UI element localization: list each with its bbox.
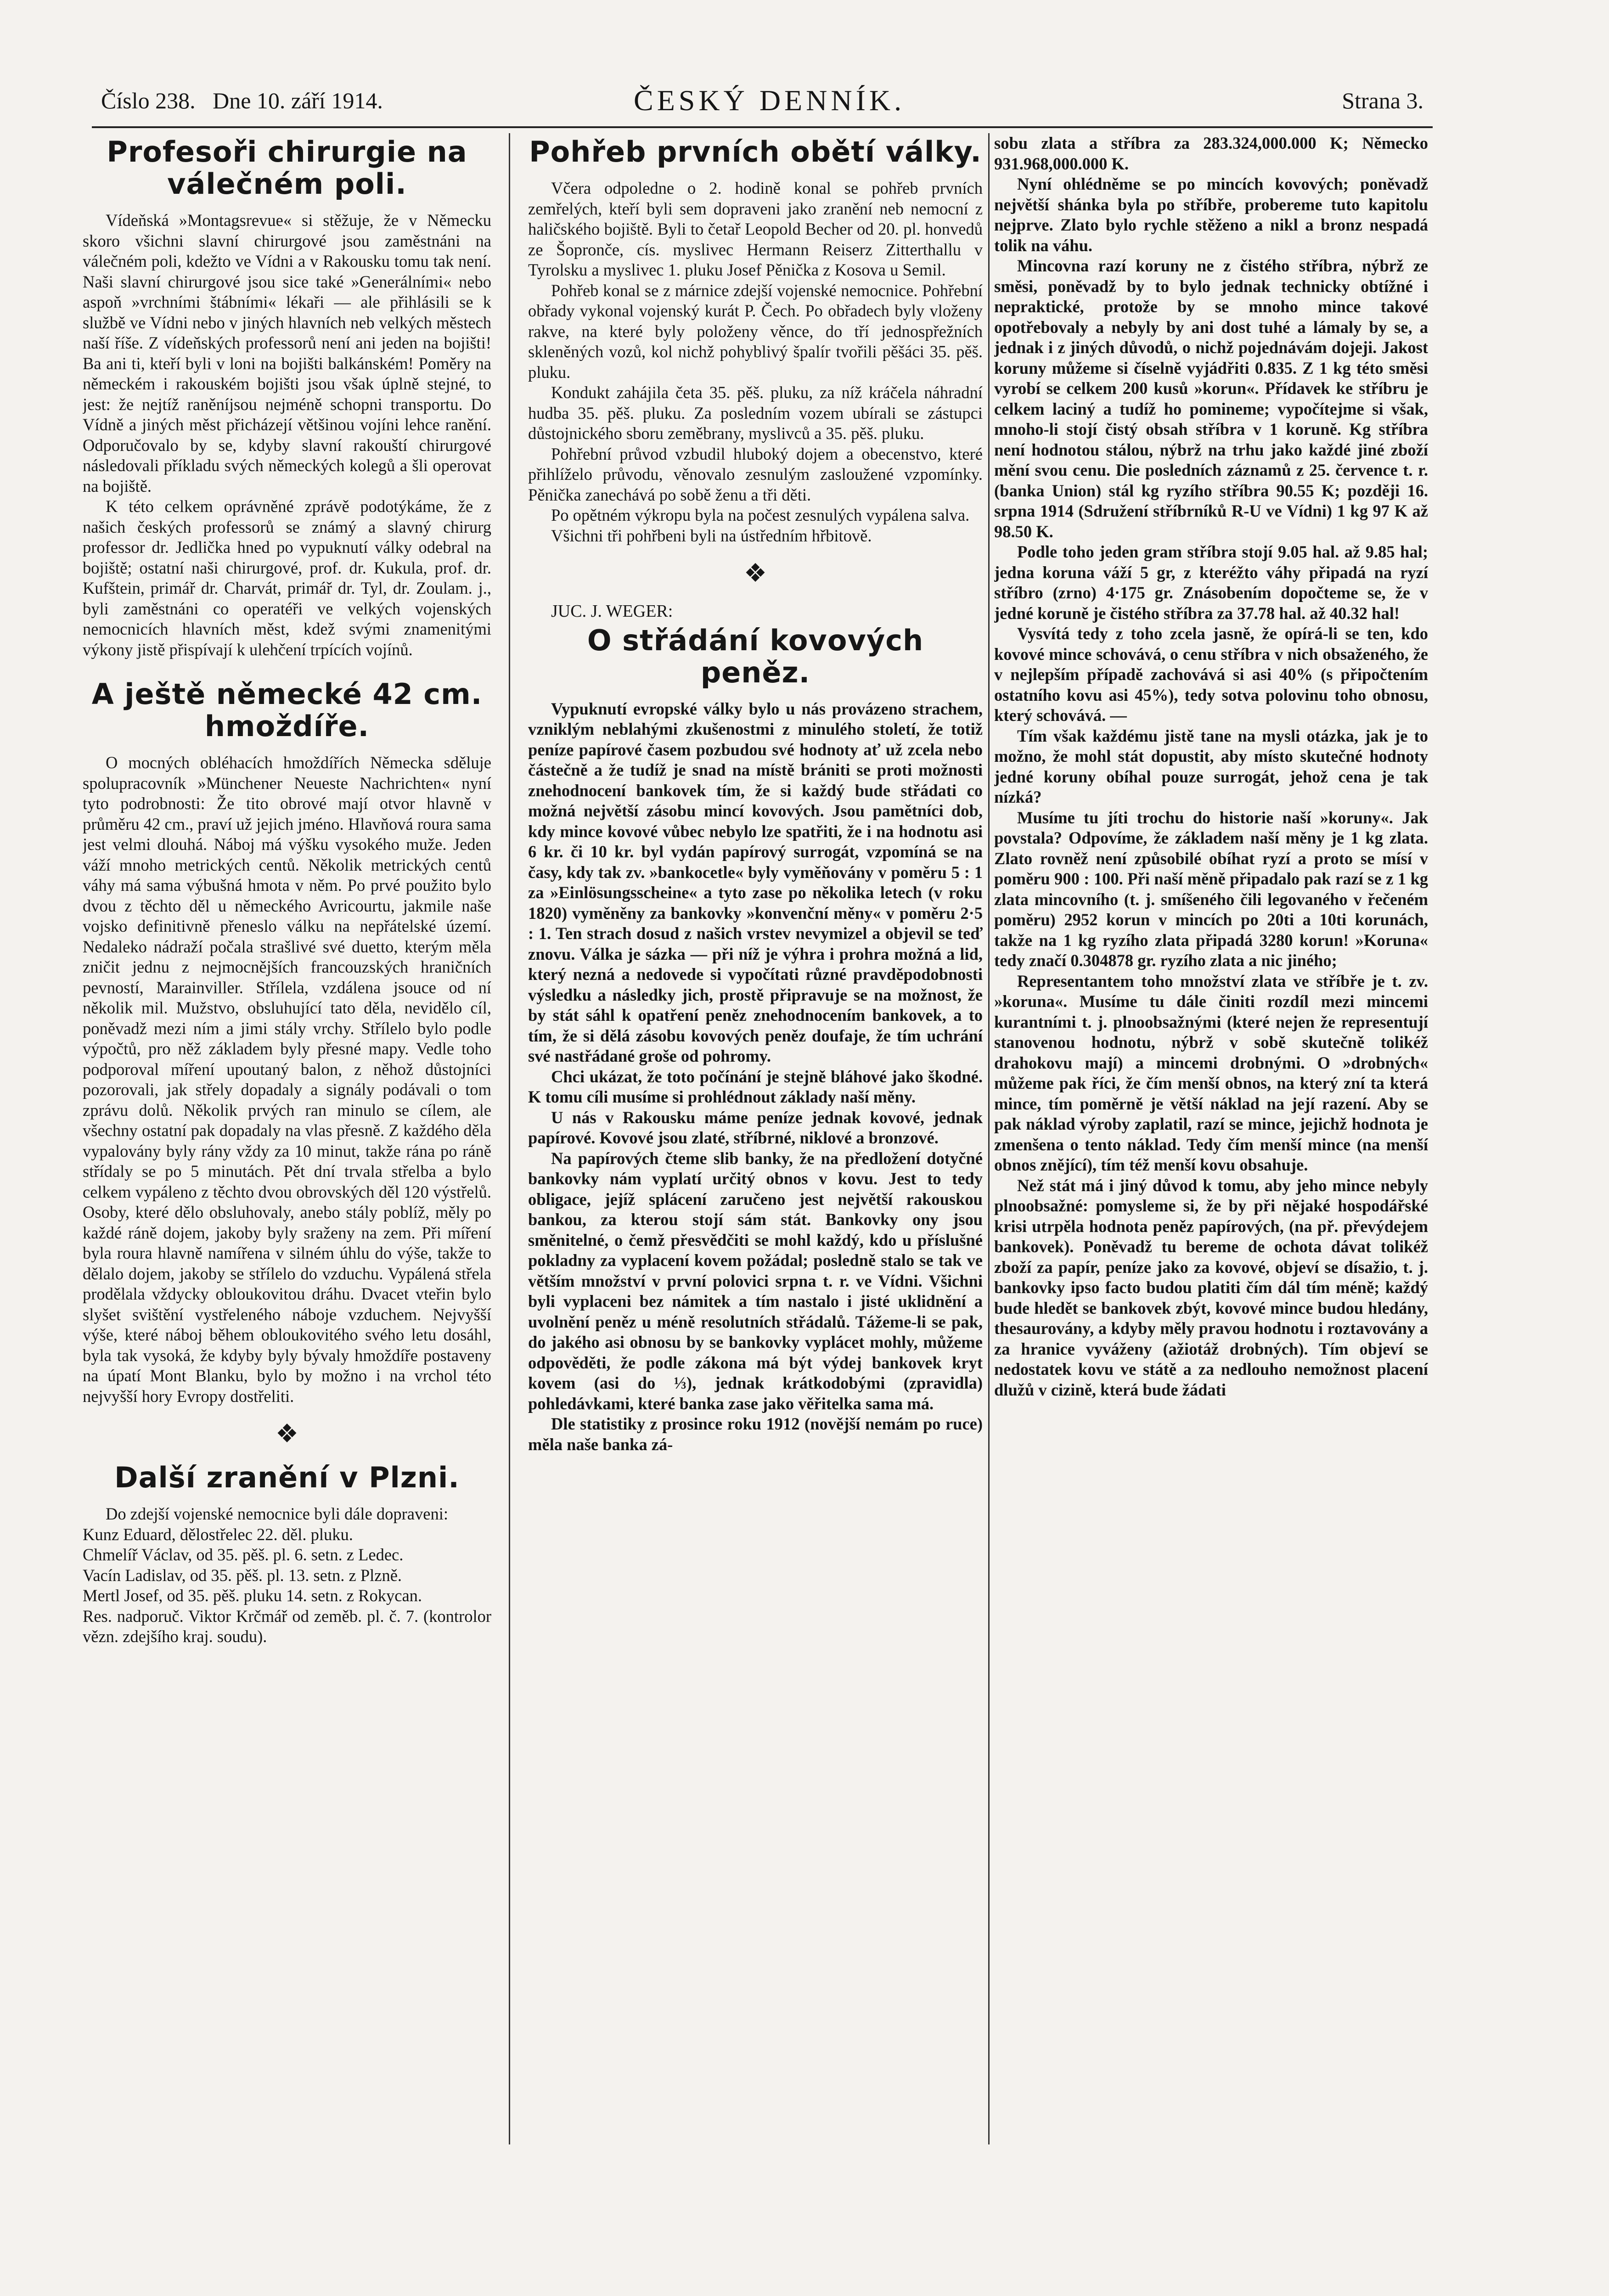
article-title: Další zranění v Plzni. xyxy=(114,1461,460,1494)
page-number: Strana 3. xyxy=(1342,88,1423,113)
article-paragraph: Vídeňská »Montagsrevue« si stěžuje, že v Německu skoro všichni slavní chirurgové jsou zaměstnáni na válečném poli, kdežto ve Vídni a v Rakousku tomu tak není. Naši slavní chirurgové jsou sice také »Generálními« nebo aspoň »vrchními štábními« lékaři — ale přihlásili se k službě ve Vídni nebo v jiných hlavních neb velkých městech naší říše. Z vídeňských professorů není ani jeden na bojišti! Ba ani ti, kteří byli v loni na bojišti balkánském! Poměry na německém i rakouském bojišti jsou však úplně stejné, to jest: že nejtíž raněníjsou nejméně schopni transportu. Do Vídně a jiných měst přicházejí většinou vojíni lehce ranění. Odporučovalo by se, kdyby slavní rakouští chirurgové následovali příkladu svých německých kolegů a šli operovat na bojiště. xyxy=(83,211,491,495)
article-paragraph: Dle statistiky z prosince roku 1912 (novější nemám po ruce) měla naše banka zá- xyxy=(528,1414,983,1454)
article-paragraph: K této celkem oprávněné zprávě podotýkáme, že z našich českých professorů se známý a slavný chirurg professor dr. Jedlička hned po vypuknutí války odebral na bojiště; ostatní naši chirurgové, prof. dr. Kukula, prof. dr. Kufštein, primář dr. Charvát, primář dr. Tyl, dr. Zoulam. j., byli zaměstnáni co operatéři ve velkých vojenských nemocnicích hlavních měst, kdež svými znamenitými výkony jistě přispívají k ulehčení trpících vojínů. xyxy=(83,497,491,659)
article-paragraph: Vysvítá tedy z toho zcela jasně, že opírá-li se ten, kdo kovové mince schovává, o cenu stříbra v nich obsaženého, že v nejlepším případě zachovává si asi 40% (s připočtením ostatního kovu asi 45%), tedy sotva polovinu toho obnosu, který schovává. — xyxy=(994,624,1428,725)
article-paragraph: Nyní ohlédněme se po mincích kovových; poněvadž největší shánka byla po stříbře, probereme tuto kapitolu nejprve. Zlato bylo rychle stěženo a nikl a bronz nespadá tolik na váhu. xyxy=(994,174,1428,255)
list-item: Chmelíř Václav, od 35. pěš. pl. 6. setn. z Ledec. xyxy=(83,1545,404,1564)
article-title: Profesoři chirurgie na válečném poli. xyxy=(107,135,467,201)
author-byline: JUC. J. WEGER: xyxy=(551,602,673,621)
column-1 xyxy=(83,133,491,2163)
newspaper-title: ČESKÝ DENNÍK. xyxy=(634,84,906,117)
page-header xyxy=(101,83,1423,124)
article-title: A ještě německé 42 cm. hmoždíře. xyxy=(91,677,483,743)
column-divider xyxy=(988,133,990,2144)
article-paragraph: Podle toho jeden gram stříbra stojí 9.05 hal. až 9.85 hal; jedna koruna váží 5 gr, z kteréžto váhy připadá na ryzí stříbro (zrno) 4·175 gr. Znásobením dopočteme se, že v jedné koruně je čistého stříbra za 37.78 hal. až 40.32 hal! xyxy=(994,542,1428,623)
article-paragraph: Chci ukázat, že toto počínání je stejně bláhové jako škodné. K tomu cíli musíme si prohlédnout základy naší měny. xyxy=(528,1067,983,1106)
article-paragraph: Mincovna razí koruny ne z čistého stříbra, nýbrž ze směsi, poněvadž by to bylo jednak technicky obtížné i nepraktické, protože by se mnoho mince takové opotřebovaly a nebyly by ani dost tuhé a lámaly by se, a jednak i z jiných důvodů, o nichž pojednávám dojeji. Jakost koruny můžeme si číselně vyjádřiti 0.835. Z 1 kg této směsi vyrobí se celkem 200 kusů »korun«. Přídavek ke stříbru je celkem laciný a tudíž ho pomineme; vypočítejme si však, mnoho-li stojí čistý obsah stříbra v 1 koruně. Kg stříbra není hodnotou stálou, nýbrž na trhu jako každé jiné zboží mění svou cenu. Die posledních záznamů z 25. července t. r. (banka Union) stál kg ryzího stříbra 90.55 K; později 16. srpna 1914 (Sdružení stříbrníků R-U ve Vídni) 1 kg 97 K až 98.50 K. xyxy=(994,256,1428,541)
article-paragraph: O mocných obléhacích hmoždířích Německa sděluje spolupracovník »Münchener Neueste Nachrichten« nyní tyto podrobnosti: Že tito obrové mají otvor hlavně v průměru 42 cm., praví už jejich jméno. Hlavňová roura sama jest velmi dlouhá. Náboj má výšku vysokého muže. Jeden váží mnoho metrických centů. Několik metrických centů váhy má sama výbušná hmota v něm. Po prvé použito bylo dvou z těchto děl u německého Avricourtu, jakmile naše vojsko definitivně přeneslo válku na nepřátelské území. Nedaleko nádraží počala strašlivé své duetto, kterým měla zničit jednu z nejmocnějších francouzských hraničních pevností, Marainviller. Střílela, vzdálena jsouce od ní několik mil. Mužstvo, obsluhující tato děla, nevidělo cíl, poněvadž mezi ním a jimi stály vrchy. Střílelo bylo podle výpočtů, pro něž základem byly přesné mapy. Vedle toho podporoval míření upoutaný balon, z něhož důstojníci pozorovali, jak střely dopadaly a signály podávali o tom zprávu dolů. Několik prvých ran minulo se cílem, ale všechny ostatní pak dopadaly na vlas přesně. Z každého děla vypalovány byly rány vždy za 10 minut, takže rána po ráně střídaly se po 5 minutách. Pět dní trvala střelba a bylo celkem vypáleno z těchto dvou obrovských děl 120 výstřelů. Osoby, které dělo obsluhovaly, anebo stály poblíž, měly po každé ráně dojem, jakoby byly sraženy na zem. Při míření byla roura hlavně namířena v silném úhlu do výše, takže to dělalo dojem, jakoby se střílelo do vzduchu. Vypálená střela prodělala vždycky obloukovitou dráhu. Dvacet vteřin bylo slyšet svištění vystřeleného náboje vzduchem. Nejvyšší výše, které náboj během obloukovitého svého letu dosáhl, byla tak vysoká, že kdyby byly bývaly hmoždíře postaveny na úpatí Mont Blanku, bylo by možno i na vrchol této nejvyšší hory Evropy dostřeliti. xyxy=(83,753,491,1406)
column-2 xyxy=(528,133,983,2163)
article-paragraph: U nás v Rakousku máme peníze jednak kovové, jednak papírové. Kovové jsou zlaté, stříbrné, niklové a bronzové. xyxy=(528,1108,983,1147)
article-paragraph: Musíme tu jíti trochu do historie naší »koruny«. Jak povstala? Odpovíme, že základem naší měny je 1 kg zlata. Zlato rovněž není způsobilé obíhat ryzí a proto se mísí v poměru 900 : 100. Při naší měně připadalo pak razí se z 1 kg zlata mincovního (t. j. smíšeného čili legovaného v řečeném poměru) 2952 korun v mincích po 20ti a 10ti korunách, takže na 1 kg ryzího zlata připadá 3280 korun! »Koruna« tedy značí 0.304878 gr. ryzího zlata a nic jiného; xyxy=(994,808,1428,970)
article-paragraph: Tím však každému jistě tane na mysli otázka, jak je to možno, že mohl stát dopustit, aby místo skutečné hodnoty jedné koruny obíhal pouze surrogát, jehož cena je tak nízká? xyxy=(994,726,1428,806)
article-paragraph: Všichni tři pohřbeni byli na ústředním hřbitově. xyxy=(551,526,872,545)
article-paragraph: Vypuknutí evropské války bylo u nás provázeno strachem, vzniklým neblahými zkušenostmi z minulého století, že totiž peníze papírové časem pozbudou své hodnoty ať už zcela nebo částečně a že tudíž je snad na místě brániti se proti možnosti znehodnocení bankovek tím, že si každý bude střádati co možná největší zásobu mincí kovových. Jsou pamětníci dob, kdy mince kovové vůbec nebylo lze spatřiti, že i na hodnotu asi 6 kr. či 10 kr. byl vydán papírový surrogát, vzpomíná se na časy, kdy tak zv. »bankocetle« byly vyměňovány v poměru 5 : 1 za »Einlösungsscheine« a tyto zase po několika letech (v roku 1820) vyměněny za bankovky »konvenční měny« v poměru 2·5 : 1. Ten strach dosud z našich vrstev nevymizel a objevil se teď znovu. Válka je sázka — při níž je výhra i prohra možná a lid, který nezná a nedovede si vypočítati různé pravděpodobnosti výsledku a následky jich, prostě připravuje se na možnost, že by stát sáhl k opatření peněz znehodnocením bankovek, a to tím, že si dělá zásobu kovových peněz doufaje, že tím uchrání své nastřádané groše od pohromy. xyxy=(528,699,983,1065)
column-divider xyxy=(509,133,510,2144)
article-paragraph: Do zdejší vojenské nemocnice byli dále dopraveni: xyxy=(106,1504,448,1523)
article-title: O střádání kovových peněz. xyxy=(587,623,924,689)
list-item: Vacín Ladislav, od 35. pěš. pl. 13. setn. z Plzně. xyxy=(83,1565,402,1585)
article-paragraph: Representantem toho množství zlata ve stříbře je t. zv. »koruna«. Musíme tu dále činiti rozdíl mezi mincemi kurantními t. j. plnoobsažnými (které nejen že representují stanovenou hodnotu, nýbrž v sobě skutečně tolikéž drahokovu mají) a mincemi drobnými. O »drobných« můžeme pak říci, že čím menší obnos, na který zní ta která mince, tím poměrně je větší náklad na její razení. Aby se pak náklad výroby zaplatil, razí se mince, jejichž hodnota je zmenšena o tento náklad. Tedy čím menší mince (na menší obnos znějící), tím též menší kovu obsahuje. xyxy=(994,971,1428,1174)
article-paragraph: sobu zlata a stříbra za 283.324,000.000 K; Německo 931.968,000.000 K. xyxy=(994,134,1428,173)
issue-and-date xyxy=(101,87,383,114)
list-item: Res. nadporuč. Viktor Krčmář od zeměb. pl. č. 7. (kontrolor vězn. zdejšího kraj. soudu). xyxy=(83,1606,491,1646)
article-paragraph: Pohřební průvod vzbudil hluboký dojem a obecenstvo, které přihlíželo průvodu, věnovalo zesnulým zasloužené vzpomínky. Pěnička zanechává po sobě ženu a tři děti. xyxy=(528,444,983,504)
issue-number: Číslo 238. xyxy=(101,88,196,113)
ornament: ❖ xyxy=(743,559,767,588)
article-paragraph: Než stát má i jiný důvod k tomu, aby jeho mince nebyly plnoobsažné: pomysleme si, že by při nějaké hospodářské krisi utrpěla hodnota peněz papírových, (na př. převýdejem bankovek). Poněvadž tu bereme de ochota dávat tolikéž zboží za papír, peníze jako za kovové, objeví se dísažio, t. j. bankovky ipso facto budou platiti čím dál tím méně; každý bude hledět se bankovek zbýt, kovové mince budou hledány, thesaurovány, a kdyby měly pravou hodnotu i roztavovány a za hranice vyváženy (ažiotáž drobných). Tím objeví se nedostatek kovu ve státě a za nedlouho nemožnost placení dlužů v cizině, která bude žádati xyxy=(994,1176,1428,1399)
list-item: Mertl Josef, od 35. pěš. pluku 14. setn. z Rokycan. xyxy=(83,1586,422,1605)
issue-date: Dne 10. září 1914. xyxy=(213,88,383,113)
article-paragraph: Na papírových čteme slib banky, že na předložení dotyčné bankovky nám vyplatí určitý obnos v kovu. Jest to tedy obligace, jejíž splácení zaručeno jest největší rakouskou bankou, za kterou stojí sám stát. Bankovky ony jsou směnitelné, o čemž přesvědčiti se mohl každý, kdo u příslušné pokladny za vyplacení kovem požádal; posledně stalo se tak ve větším množství v první polovici srpna t. r. ve Vídni. Všichni byli vyplaceni bez námitek a tím nastalo i jisté uklidnění a uvolnění peněz u méně resolutních střádalů. Tážeme-li se pak, do jakého asi obnosu by se bankovky vyplácet mohly, můžeme odpověděti, že podle zákona má být výdej bankovek kryt kovem (asi do ⅓), jednak krátkodobými (zpravidla) pohledávkami, které banka zase jako věřitelka sama má. xyxy=(528,1148,983,1413)
article-paragraph: Po opětném výkropu byla na počest zesnulých vypálena salva. xyxy=(551,506,970,524)
article-paragraph: Kondukt zahájila četa 35. pěš. pluku, za níž kráčela náhradní hudba 35. pěš. pluku. Za posledním vozem ubírali se zástupci důstojnického sboru zeměbrany, myslivců a 35. pěš. pluku. xyxy=(528,383,983,443)
article-title: Pohřeb prvních obětí války. xyxy=(529,135,982,169)
article-paragraph: Pohřeb konal se z márnice zdejší vojenské nemocnice. Pohřební obřady vykonal vojenský kurát P. Čech. Po obřadech byly vloženy rakve, na které byly položeny věnce, do tří jednospřežních skleněných vozů, kol nichž pohyblivý špalír tvořili pěšáci 35. pěš. pluku. xyxy=(528,281,983,382)
ornament: ❖ xyxy=(275,1420,299,1448)
column-3 xyxy=(994,133,1428,2163)
list-item: Kunz Eduard, dělostřelec 22. děl. pluku. xyxy=(83,1525,353,1544)
article-paragraph: Včera odpoledne o 2. hodině konal se pohřeb prvních zemřelých, kteří byli sem dopraveni jako zranění neb nemocní z haličského bojiště. Byli to četař Leopold Becher od 20. pl. honvedů ze Šopronče, cís. myslivec Hermann Reiserz Zitterthallu v Tyrolsku a myslivec 1. pluku Josef Pěnička z Kosova u Semil. xyxy=(528,179,983,279)
header-rule xyxy=(92,126,1433,128)
